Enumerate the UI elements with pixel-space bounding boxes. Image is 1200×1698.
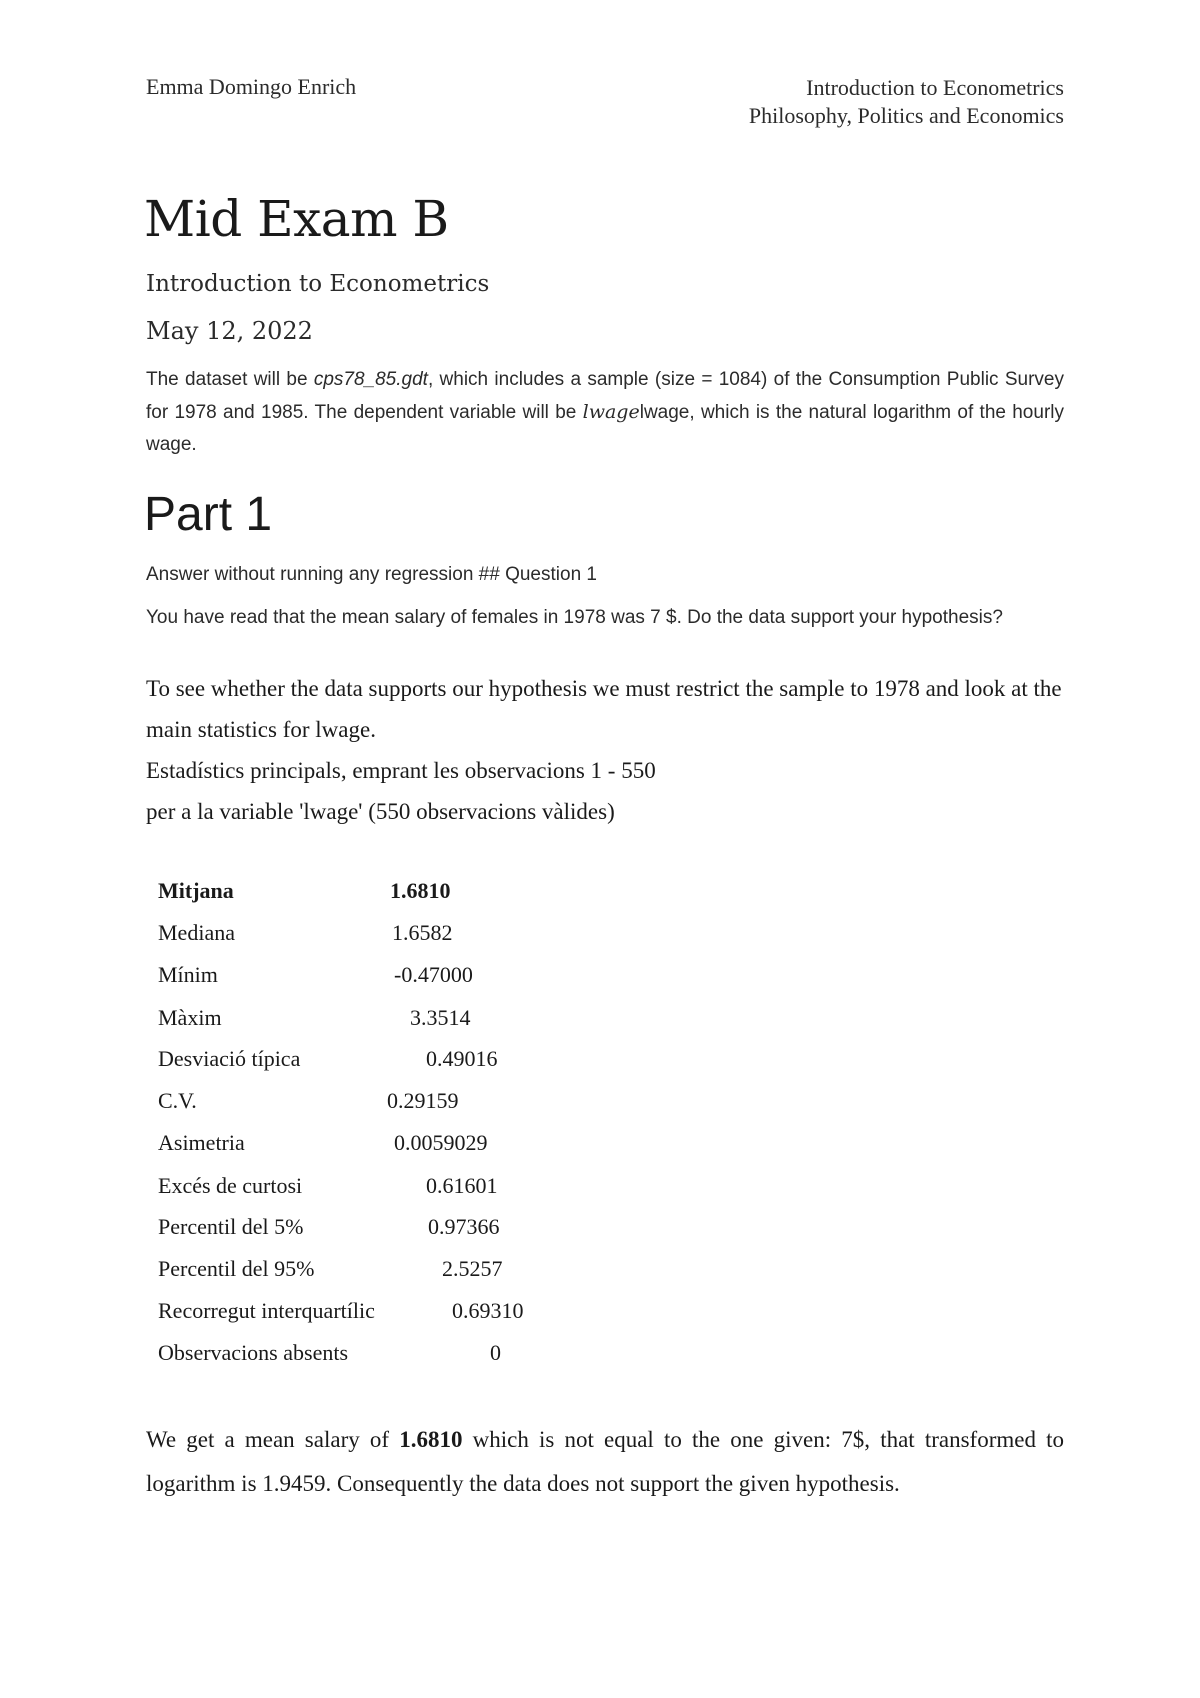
stat-value: 0.69310 [452,1298,524,1323]
stat-value: 0.0059029 [394,1130,488,1155]
document-date: May 12, 2022 [146,317,313,345]
question-text: You have read that the mean salary of females in 1978 was 7 $. Do the data support your hypothesis? [146,607,1003,628]
page-title: Mid Exam B [144,190,449,248]
program-name: Philosophy, Politics and Economics [748,103,1064,128]
stat-value: 3.3514 [410,1005,471,1030]
stat-value: 0.29159 [387,1088,459,1113]
answer-line: per a la variable 'lwage' (550 observacions vàlides) [146,799,615,824]
stat-label: Mínim [158,962,218,987]
stat-label: Percentil del 5% [158,1214,304,1239]
stat-value: 0.49016 [426,1046,498,1071]
dataset-name: cps78_85.gdt [313,369,428,390]
variable-name: lwage [639,402,690,423]
conclusion-text-1: We get a mean salary of [146,1427,400,1452]
stat-value: 1.6810 [390,878,451,903]
part-heading: Part 1 [144,488,273,541]
conclusion-text-2: which is not equal to the one given: 7$, that transformed to logarithm is 1.9459. Consequently the data does not support the given hypothesis. [146,1427,1065,1496]
intro-paragraph [146,364,1064,461]
stat-label: C.V. [158,1088,197,1113]
answer-line: To see whether the data supports our hypothesis we must restrict the sample to 1978 and look at the main statistics for lwage. [146,676,1062,742]
answer-line: Estadístics principals, emprant les observacions 1 - 550 [146,758,656,783]
stat-value: 2.5257 [442,1256,503,1281]
intro-text-2: , which includes a sample (size = 1084) of the Consumption Public Survey for 1978 and 1985. The dependent variable will be [146,369,1064,423]
author-name: Emma Domingo Enrich [146,74,357,99]
stat-label: Asimetria [158,1130,245,1155]
stat-value: 0.61601 [426,1173,498,1198]
answer-body [146,668,1064,832]
math-variable: lwage [582,401,640,423]
stat-label: Observacions absents [158,1340,349,1365]
stat-label: Recorregut interquartílic [158,1298,375,1323]
stat-label: Desviació típica [158,1046,301,1071]
intro-text-3: , which is the natural logarithm of the hourly wage. [146,402,1064,455]
intro-text-1: The dataset will be [146,369,314,390]
stat-value: 0.97366 [428,1214,500,1239]
stat-label: Mitjana [158,878,234,903]
stat-label: Màxim [158,1005,222,1030]
answer-note: Answer without running any regression ## Question 1 [146,564,597,585]
stat-value: 1.6582 [392,920,453,945]
header-right [749,74,1064,130]
course-name: Introduction to Econometrics [806,75,1064,100]
stat-label: Excés de curtosi [158,1173,303,1198]
conclusion-paragraph [146,1418,1064,1506]
stat-value: 0 [490,1340,501,1365]
page-subtitle: Introduction to Econometrics [146,271,490,297]
stat-label: Percentil del 95% [158,1256,315,1281]
mean-value: 1.6810 [399,1427,463,1452]
stat-label: Mediana [158,920,235,945]
stat-value: -0.47000 [394,962,473,987]
